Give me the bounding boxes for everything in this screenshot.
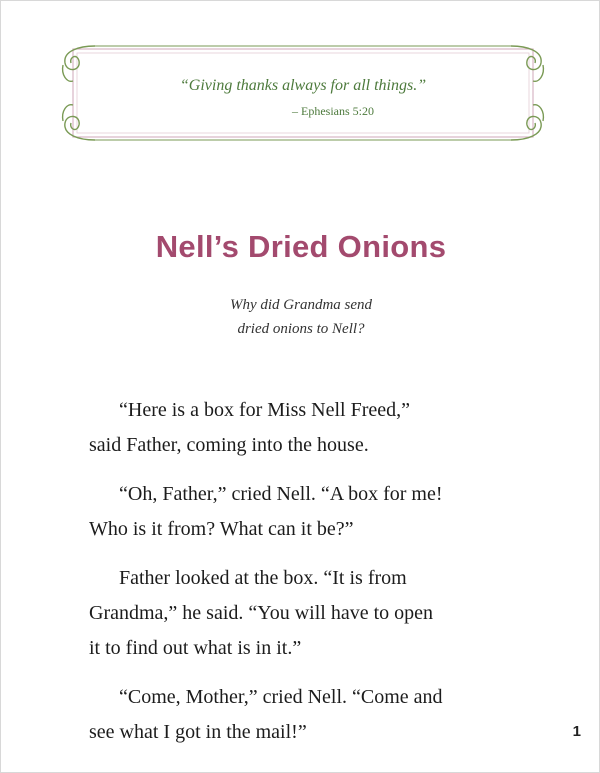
paragraph	[89, 393, 529, 463]
text-line: it to find out what is in it.”	[89, 637, 302, 659]
corner-flourish-top-right	[511, 46, 543, 81]
paragraph	[89, 680, 529, 750]
paragraph	[89, 477, 529, 547]
verse-quote: “Giving thanks always for all things.”	[179, 77, 427, 94]
text-line: Grandma,” he said. “You will have to open	[89, 602, 434, 624]
page-number: 1	[572, 723, 581, 740]
text-line: “Oh, Father,” cried Nell. “A box for me!	[119, 483, 443, 505]
verse-frame	[59, 41, 547, 145]
text-line: said Father, coming into the house.	[89, 434, 369, 456]
story-body	[89, 393, 529, 764]
paragraph	[89, 561, 529, 666]
story-title: Nell’s Dried Onions	[155, 229, 447, 264]
text-line: “Come, Mother,” cried Nell. “Come and	[119, 686, 443, 708]
text-line: Who is it from? What can it be?”	[89, 518, 354, 540]
question-line: dried onions to Nell?	[237, 321, 365, 337]
text-line: “Here is a box for Miss Nell Freed,”	[119, 399, 411, 421]
corner-flourish-top-left	[63, 46, 95, 81]
story-question	[1, 293, 600, 341]
text-line: see what I got in the mail!”	[89, 721, 307, 743]
text-line: Father looked at the box. “It is from	[119, 567, 407, 589]
question-line: Why did Grandma send	[229, 297, 373, 313]
verse-reference: – Ephesians 5:20	[292, 104, 374, 118]
